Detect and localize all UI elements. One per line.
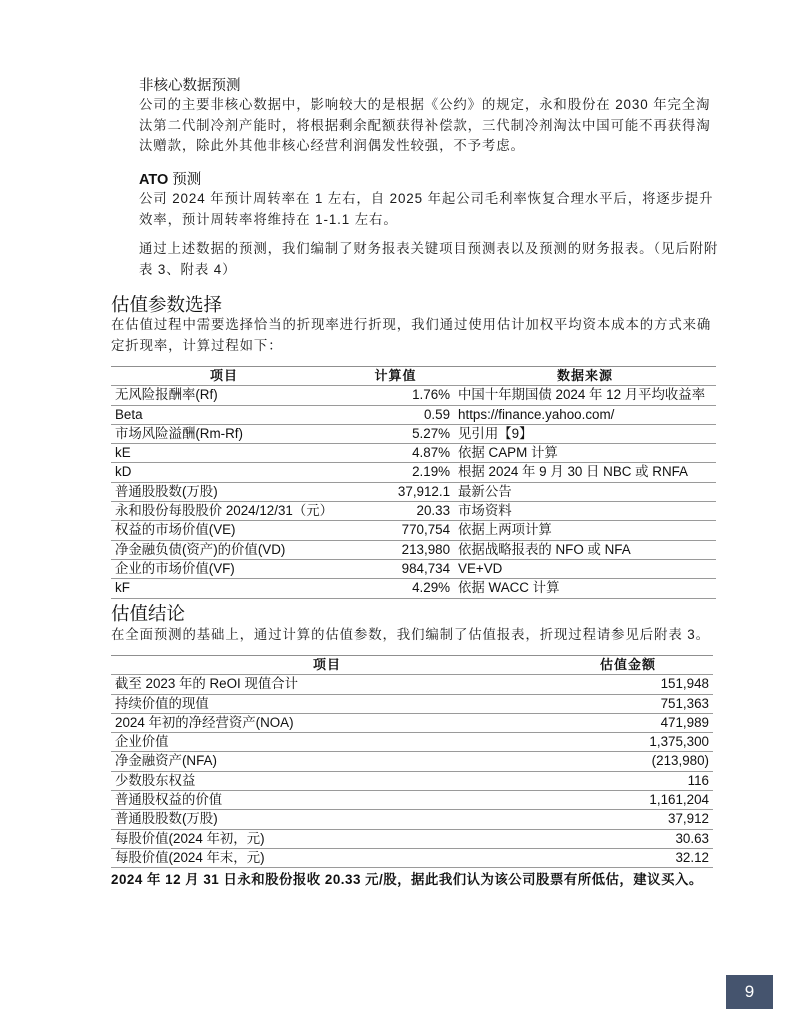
valuation-result-table: [111, 655, 713, 868]
table-row: [111, 752, 713, 771]
table-row: [111, 791, 713, 810]
row-source: 依据 CAPM 计算: [458, 445, 558, 461]
row-value: 37,912.1: [397, 483, 451, 499]
row-item: kF: [115, 580, 130, 596]
row-source: 依据战略报表的 NFO 或 NFA: [458, 541, 631, 557]
row-value: 2.19%: [412, 464, 451, 480]
row-item: 少数股东权益: [115, 772, 196, 788]
row-item: 普通股股数(万股): [115, 483, 218, 499]
table-row: [111, 694, 713, 713]
noncore-paragraph: 公司的主要非核心数据中，影响较大的是根据《公约》的规定，永和股份在 2030 年完全淘汰第二代制冷剂产能时，将根据剩余配额获得补偿款，三代制冷剂淘汰中国可能不再获得淘汰赠款，除此外其他非核心经营利润偶发性较强，不予考虑。: [139, 97, 711, 154]
header-source: 数据来源: [557, 368, 614, 383]
table-header-row: [111, 367, 716, 386]
row-item: Beta: [115, 406, 143, 422]
row-item: 市场风险溢酬(Rm-Rf): [115, 425, 243, 441]
row-item: kD: [115, 464, 132, 480]
table-row: [111, 502, 716, 521]
page-number-badge: 9: [726, 975, 773, 1009]
ato-heading-rest: 预测: [168, 172, 202, 188]
ato-paragraph: 公司 2024 年预计周转率在 1 左右，自 2025 年起公司毛利率恢复合理水平后，将逐步提升效率，预计周转率将维持在 1-1.1 左右。: [139, 191, 714, 227]
table-row: [111, 482, 716, 501]
row-amount: 37,912: [668, 811, 709, 827]
table-row: [111, 810, 713, 829]
row-value: 5.27%: [412, 425, 451, 441]
row-item: 净金融负债(资产)的价值(VD): [115, 541, 286, 557]
row-amount: 471,989: [660, 714, 709, 730]
conclusion-section-title: 估值结论: [111, 603, 186, 624]
row-amount: 151,948: [660, 676, 709, 692]
row-item: 普通股股数(万股): [115, 811, 218, 827]
table-row: [111, 559, 716, 578]
row-item: 企业的市场价值(VF): [115, 560, 235, 576]
table-row: [111, 405, 716, 424]
row-item: 普通股权益的价值: [115, 792, 223, 808]
ato-heading-bold: ATO: [139, 172, 169, 188]
forecast-note-paragraph: 通过上述数据的预测，我们编制了财务报表关键项目预测表以及预测的财务报表。（见后附附表 3、附表 4）: [139, 241, 719, 277]
row-amount: 116: [687, 772, 709, 788]
header-amount: 估值金额: [599, 657, 656, 672]
params-section-title: 估值参数选择: [111, 294, 223, 315]
row-amount: 751,363: [660, 695, 709, 711]
row-source: 依据 WACC 计算: [458, 580, 560, 596]
row-source: VE+VD: [458, 560, 503, 576]
table-row: [111, 713, 713, 732]
row-value: 20.33: [416, 503, 451, 519]
row-amount: (213,980): [651, 753, 709, 769]
row-value: 1.76%: [412, 387, 451, 403]
row-value: 4.87%: [412, 445, 451, 461]
row-value: 770,754: [401, 522, 451, 538]
params-intro: 在估值过程中需要选择恰当的折现率进行折现，我们通过使用估计加权平均资本成本的方式来确定折现率，计算过程如下：: [111, 317, 712, 353]
row-item: kE: [115, 445, 131, 461]
row-item: 每股价值(2024 年初，元): [115, 830, 265, 846]
table-row: [111, 579, 716, 598]
row-amount: 1,161,204: [649, 792, 709, 808]
table-row: [111, 386, 716, 405]
row-item: 截至 2023 年的 ReOI 现值合计: [115, 676, 299, 692]
row-item: 无风险报酬率(Rf): [115, 387, 218, 403]
row-item: 企业价值: [115, 734, 169, 750]
table-row: [111, 424, 716, 443]
table-row: [111, 444, 716, 463]
header-item: 项目: [210, 368, 239, 383]
row-source: 见引用【9】: [458, 425, 533, 441]
header-value: 计算值: [374, 368, 417, 383]
row-value: 4.29%: [412, 580, 451, 596]
row-item: 持续价值的现值: [115, 695, 209, 711]
row-amount: 30.63: [675, 830, 709, 846]
row-value: 213,980: [401, 541, 451, 557]
valuation-params-table: [111, 366, 716, 599]
row-source: 根据 2024 年 9 月 30 日 NBC 或 RNFA: [458, 464, 688, 480]
row-value: 0.59: [423, 406, 451, 422]
row-value: 984,734: [401, 560, 451, 576]
table-row: [111, 675, 713, 694]
noncore-heading: 非核心数据预测: [139, 78, 241, 94]
ato-heading: [139, 168, 201, 189]
row-source: 最新公告: [458, 483, 512, 499]
table-row: [111, 463, 716, 482]
table-row: [111, 540, 716, 559]
row-item: 永和股份每股股价 2024/12/31（元）: [115, 503, 334, 519]
table-row: [111, 521, 716, 540]
row-item: 权益的市场价值(VE): [115, 522, 236, 538]
row-source: 市场资料: [458, 503, 512, 519]
table-row: [111, 733, 713, 752]
table-header-row: [111, 656, 713, 675]
row-item: 每股价值(2024 年末，元): [115, 849, 265, 865]
table-row: [111, 848, 713, 867]
row-item: 净金融资产(NFA): [115, 753, 217, 769]
row-amount: 32.12: [675, 849, 709, 865]
conclusion-intro: 在全面预测的基础上，通过计算的估值参数，我们编制了估值报表，折现过程请参见后附表 3。: [111, 627, 710, 642]
table-row: [111, 829, 713, 848]
row-amount: 1,375,300: [649, 734, 709, 750]
table-row: [111, 771, 713, 790]
row-source: https://finance.yahoo.com/: [458, 406, 615, 422]
header-item: 项目: [312, 657, 341, 672]
row-source: 依据上两项计算: [458, 522, 552, 538]
row-source: 中国十年期国债 2024 年 12 月平均收益率: [458, 387, 706, 403]
row-item: 2024 年初的净经营资产(NOA): [115, 714, 294, 730]
investment-conclusion: 2024 年 12 月 31 日永和股份报收 20.33 元/股，据此我们认为该公司股票有所低估，建议买入。: [111, 872, 703, 887]
